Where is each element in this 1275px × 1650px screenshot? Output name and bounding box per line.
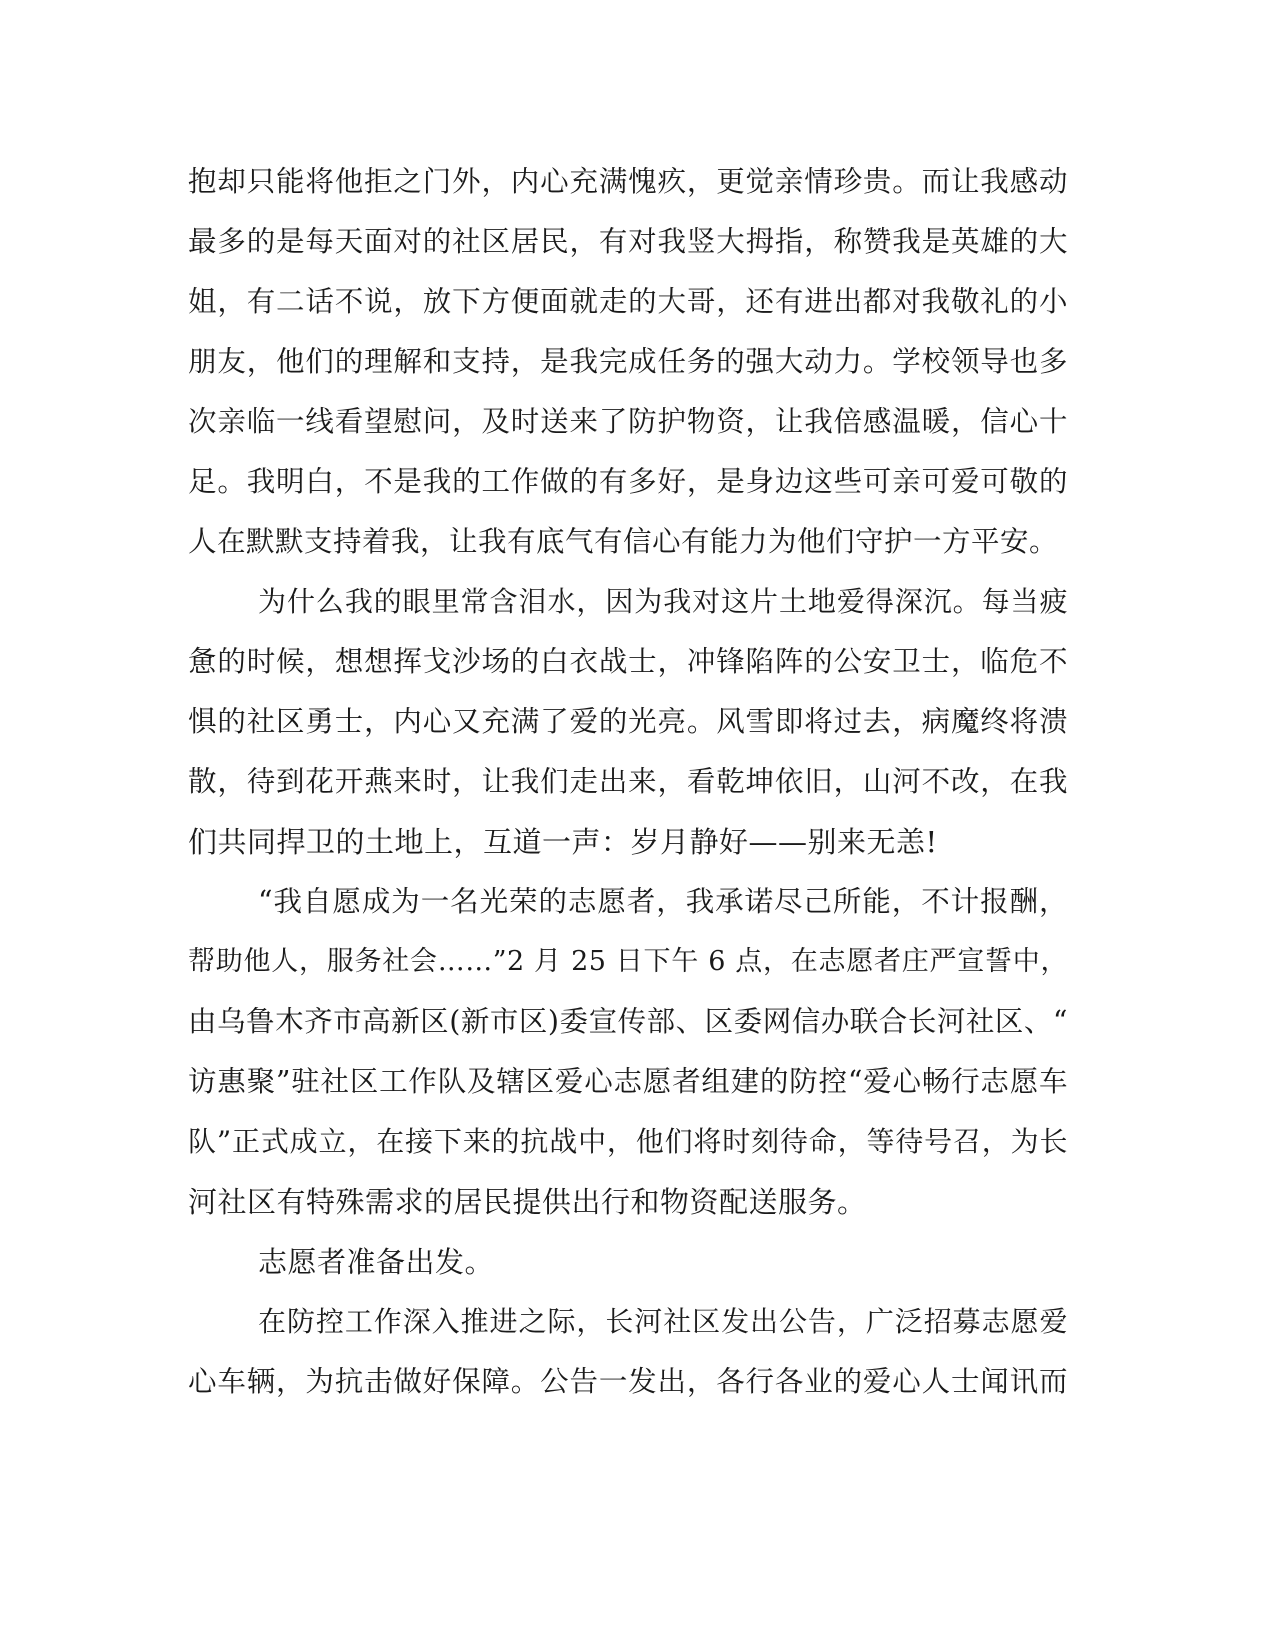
text-line: 足。我明白，不是我的工作做的有多好，是身边这些可亲可爱可敬的 bbox=[188, 465, 1068, 498]
text-line: “我自愿成为一名光荣的志愿者，我承诺尽己所能，不计报酬， bbox=[258, 885, 1068, 918]
text-line: 志愿者准备出发。 bbox=[258, 1245, 495, 1279]
text-line: 朋友，他们的理解和支持，是我完成任务的强大动力。学校领导也多 bbox=[188, 345, 1068, 378]
text-line: 人在默默支持着我，让我有底气有信心有能力为他们守护一方平安。 bbox=[188, 525, 1059, 558]
text-line: 们共同捍卫的土地上，互道一声：岁月静好——别来无恙! bbox=[188, 825, 938, 859]
text-line: 访惠聚”驻社区工作队及辖区爱心志愿者组建的防控“爱心畅行志愿车 bbox=[188, 1065, 1068, 1098]
text-line: 姐，有二话不说，放下方便面就走的大哥，还有进出都对我敬礼的小 bbox=[188, 285, 1068, 318]
text-line: 心车辆，为抗击做好保障。公告一发出，各行各业的爱心人士闻讯而 bbox=[188, 1365, 1068, 1398]
text-line: 散，待到花开燕来时，让我们走出来，看乾坤依旧，山河不改，在我 bbox=[188, 765, 1068, 798]
text-line: 抱却只能将他拒之门外，内心充满愧疚，更觉亲情珍贵。而让我感动 bbox=[188, 165, 1068, 198]
text-line: 次亲临一线看望慰问，及时送来了防护物资，让我倍感温暖，信心十 bbox=[188, 405, 1068, 438]
text-line: 惧的社区勇士，内心又充满了爱的光亮。风雪即将过去，病魔终将溃 bbox=[188, 705, 1068, 738]
text-line: 由乌鲁木齐市高新区(新市区)委宣传部、区委网信办联合长河社区、“ bbox=[188, 1005, 1068, 1038]
text-line: 最多的是每天面对的社区居民，有对我竖大拇指，称赞我是英雄的大 bbox=[188, 225, 1068, 258]
text-line: 河社区有特殊需求的居民提供出行和物资配送服务。 bbox=[188, 1185, 867, 1219]
text-line: 为什么我的眼里常含泪水，因为我对这片土地爱得深沉。每当疲 bbox=[258, 585, 1068, 618]
text-line: 惫的时候，想想挥戈沙场的白衣战士，冲锋陷阵的公安卫士，临危不 bbox=[188, 645, 1068, 678]
text-line: 帮助他人，服务社会……”2 月 25 日下午 6 点，在志愿者庄严宣誓中， bbox=[188, 946, 1068, 977]
body-text bbox=[188, 152, 1068, 1412]
text-line: 在防控工作深入推进之际，长河社区发出公告，广泛招募志愿爱 bbox=[258, 1305, 1068, 1338]
text-line: 队”正式成立，在接下来的抗战中，他们将时刻待命，等待号召，为长 bbox=[188, 1125, 1068, 1158]
